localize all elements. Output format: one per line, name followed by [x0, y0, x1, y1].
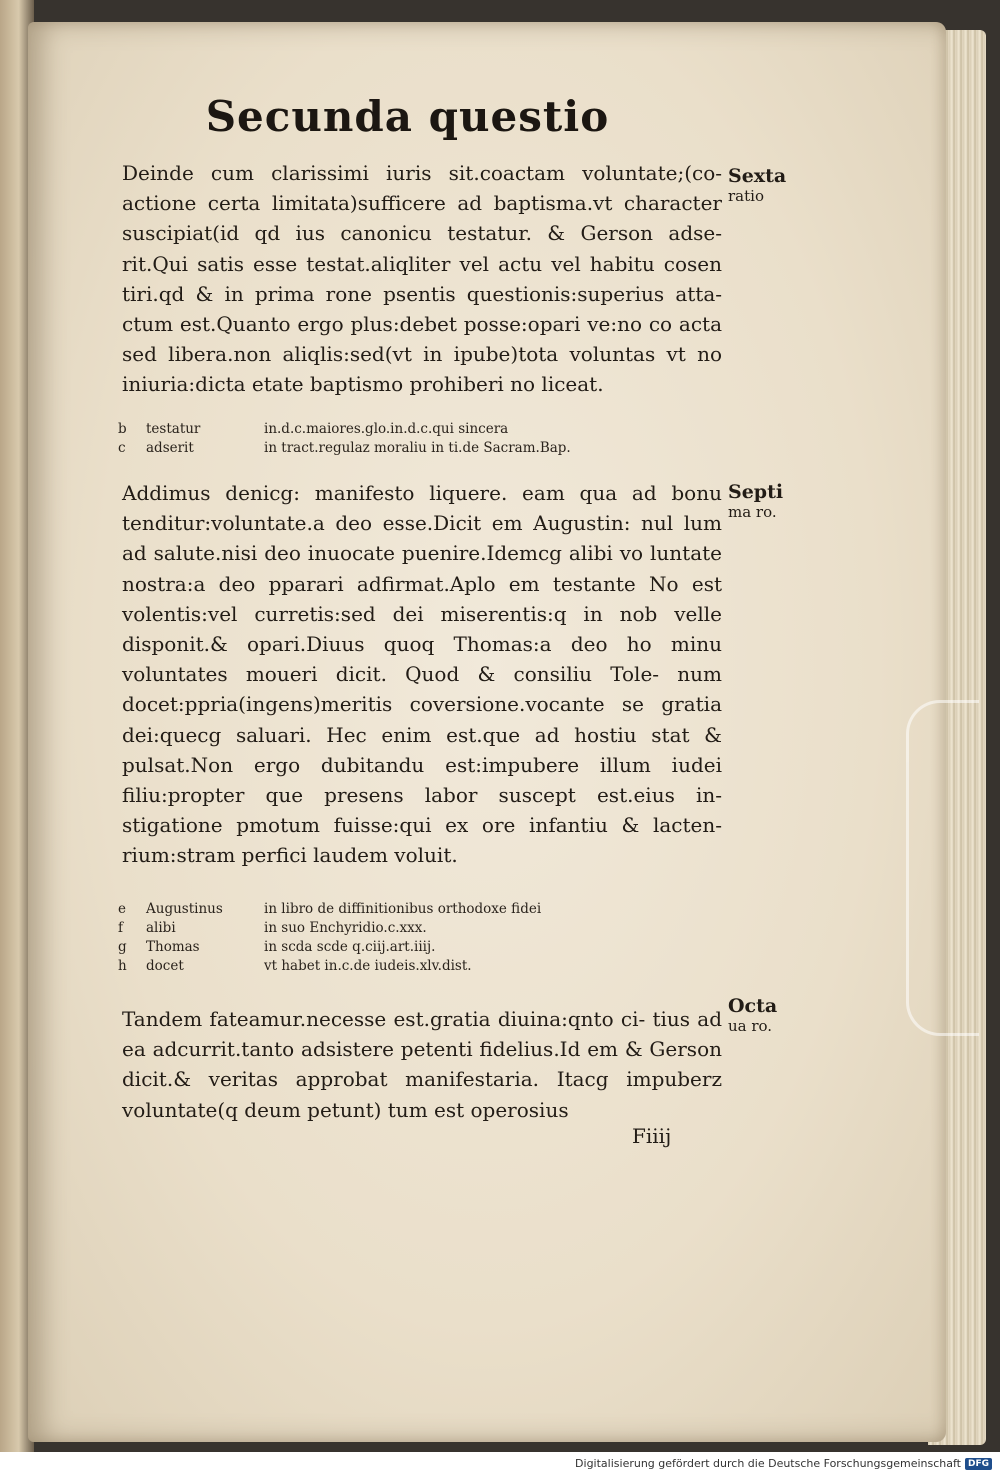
note-row	[118, 900, 738, 919]
note-row	[118, 957, 738, 976]
notes-block-2	[118, 900, 738, 976]
note-letter: f	[118, 920, 123, 936]
note-letter: g	[118, 939, 127, 955]
note-word: testatur	[146, 421, 201, 437]
margin-note-sexta	[728, 166, 808, 206]
note-ref: vt habet in.c.de iudeis.xlv.dist.	[264, 958, 472, 974]
note-word: Augustinus	[146, 901, 223, 917]
note-word: docet	[146, 958, 184, 974]
note-row	[118, 938, 738, 957]
note-ref: in libro de diffinitionibus orthodoxe fidei	[264, 901, 542, 917]
margin-note-octaua	[728, 996, 808, 1036]
page-clip-reflection	[906, 700, 979, 1036]
note-row	[118, 439, 738, 458]
dfg-logo: DFG	[965, 1458, 992, 1470]
margin-note-line: ma ro.	[728, 503, 777, 521]
note-letter: c	[118, 440, 126, 456]
note-row	[118, 919, 738, 938]
footer-credit	[575, 1457, 992, 1470]
note-word: adserit	[146, 440, 194, 456]
footer-credit-text: Digitalisierung gefördert durch die Deutsche Forschungsgemeinschaft	[575, 1457, 961, 1470]
note-ref: in suo Enchyridio.c.xxx.	[264, 920, 427, 936]
page-title: Secunda questio	[205, 92, 610, 141]
note-word: alibi	[146, 920, 176, 936]
margin-note-line: ratio	[728, 187, 764, 205]
margin-note-septima	[728, 482, 808, 522]
note-row	[118, 420, 738, 439]
note-ref: in scda scde q.ciij.art.iiij.	[264, 939, 436, 955]
signature-mark: Fiiij	[632, 1124, 672, 1148]
margin-note-line: Septi	[728, 481, 784, 503]
note-ref: in.d.c.maiores.glo.in.d.c.qui sincera	[264, 421, 509, 437]
paragraph-1: Deinde cum clarissimi iuris sit.coactam voluntate;(co- actione certa limitata)sufficere ad baptisma.vt character suscipiat(id qd ius canonicu testatur. & Gerson adse- rit.Qui satis esse testat.aliqliter vel actu vel habitu cosen tiri.qd & in prima rone psentis questionis:superius atta- ctum est.Quanto ergo plus:debet posse:opari ve:no co acta sed libera.non aliqlis:sed(vt in ipube)tota voluntas vt no iniuria:dicta etate baptismo prohiberi no liceat.	[122, 161, 722, 397]
note-word: Thomas	[146, 939, 200, 955]
notes-block-1	[118, 420, 738, 458]
note-letter: b	[118, 421, 127, 437]
note-letter: h	[118, 958, 127, 974]
note-ref: in tract.regulaz moraliu in ti.de Sacram.Bap.	[264, 440, 571, 456]
paragraph-2: Addimus denicg: manifesto liquere. eam qua ad bonu tenditur:voluntate.a deo esse.Dicit em Augustin: nul lum ad salute.nisi deo inuocate puenire.Idemcg alibi vo luntate nostra:a deo pparari adfirmat.Aplo em testante No est volentis:vel curretis:sed dei miserentis:q in nob velle disponit.& opari.Diuus quoq Thomas:a deo ho minu voluntates moueri dicit. Quod & consiliu Tole- num docet:ppria(ingens)meritis coversione.vocante se gratia dei:quecg saluari. Hec enim est.que ad hostiu stat & pulsat.Non ergo dubitandu est:impubere illum iudei filiu:propter que presens labor suscept est.eius in- stigatione pmotum fuisse:qui ex ore infantiu & lacten- rium:stram perfici laudem voluit.	[122, 481, 722, 868]
paragraph-3: Tandem fateamur.necesse est.gratia diuina:qnto ci- tius ad ea adcurrit.tanto adsistere petenti fidelius.Id em & Gerson dicit.& veritas approbat manifestaria. Itacg impuberz voluntate(q deum petunt) tum est operosius	[122, 1007, 722, 1122]
margin-note-line: ua ro.	[728, 1017, 773, 1035]
note-letter: e	[118, 901, 126, 917]
margin-note-line: Sexta	[728, 165, 787, 187]
margin-note-line: Octa	[728, 995, 778, 1017]
